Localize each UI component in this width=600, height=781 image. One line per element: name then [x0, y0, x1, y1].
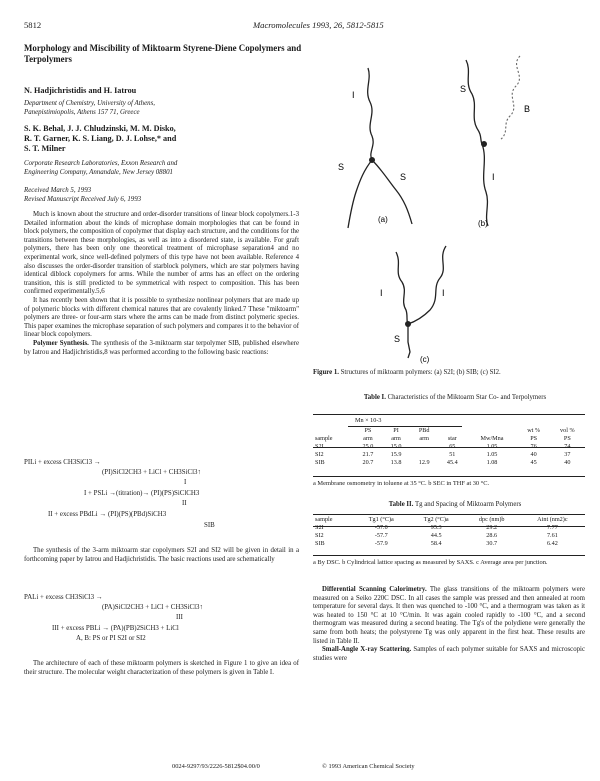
structure-a — [338, 68, 412, 228]
synthesis-text: The synthesis of the 3-miktoarm star terpolymer SIB, published elsewhere by Iatrou and Hadjichristidis,8 was performed according to the following basic reactions: — [24, 339, 299, 356]
table-2-cell: -57.0 — [374, 524, 388, 531]
table-1-title-label: Table I. — [363, 394, 386, 401]
arm-label-i: I — [492, 172, 495, 182]
reaction-3-label: SIB — [204, 522, 215, 529]
table-1-cell: SIB — [315, 459, 325, 466]
table-2-header — [313, 516, 585, 524]
reaction-scheme-2 — [24, 593, 300, 655]
table-1-cell: 65 — [449, 443, 456, 450]
table-2-cell: 44.5 — [430, 532, 442, 539]
paragraph-synthesis — [24, 340, 299, 357]
table-1-header-cell: sample — [315, 435, 333, 442]
table-2-cell: -57.9 — [374, 540, 388, 547]
heading-polymer-synthesis: Polymer Synthesis. — [33, 339, 89, 347]
paragraph-saxs — [313, 646, 585, 663]
table-2-cell: SIB — [315, 540, 325, 547]
table-1-cell: 12.9 — [418, 459, 430, 466]
paragraph-intro-2: It has recently been shown that it is possible to synthesize nonlinear polymers that are made up of polymeric blocks with different chemical natures that are covalently linked.7 These "miktoarm" polymers are three- or four-arm stars where the arms can be made from distinct polymeric species. This paper examines the microphase separation of such polymers and compares it to the behavior of linear block copolymers. — [24, 296, 299, 339]
reaction-5: III + excess PBLi → (PA)(PB)2SiCH3 + LiCl — [52, 625, 179, 632]
reaction-4-right: (PA)SiCl2CH3 + LiCl + CH3SiCl3↑ — [102, 604, 203, 611]
table-1-cell: 20.7 — [362, 459, 374, 466]
arm-s-chain-left — [348, 160, 372, 228]
affiliation-athens-1: Department of Chemistry, University of Athens, — [24, 100, 155, 107]
synthesis-text-2 — [24, 547, 299, 564]
table-1-header-cell: PS — [364, 427, 372, 434]
arm-b-chain — [500, 56, 520, 140]
received-date: Received March 5, 1993 — [24, 187, 92, 194]
structure-label-a: (a) — [378, 215, 388, 224]
table-1-title — [330, 394, 580, 403]
arm-label-b: B — [524, 104, 531, 114]
reaction-1-left: PILi + excess CH3SiCl3 → — [24, 459, 101, 466]
table-1-cell: 25.0 — [362, 443, 374, 450]
table-1-cell: 74 — [564, 443, 571, 450]
table-1-header-cell — [438, 427, 466, 435]
revised-date: Revised Manuscript Received July 6, 1993 — [24, 196, 142, 203]
table-1-header-cell — [466, 427, 517, 435]
table-1-header-cell: vol % — [560, 427, 575, 434]
table-1-cell: 51 — [449, 451, 456, 458]
arm-label-i: I — [442, 288, 445, 298]
junction-point — [405, 321, 411, 327]
table-2-footnote: a By DSC. b Cylindrical lattice spacing as measured by SAXS. c Average area per junction. — [313, 559, 548, 566]
table-1-cell: 40 — [564, 459, 571, 466]
table-1-cell: 1.05 — [486, 443, 498, 450]
arm-s-chain — [408, 324, 410, 358]
arm-i-chain — [368, 68, 373, 160]
arm-label-s: S — [400, 172, 407, 182]
intro-text — [24, 211, 299, 357]
footer-copyright: © 1993 American Chemical Society — [322, 763, 415, 770]
figure-1-caption-text: Structures of miktoarm polymers: (a) S2I; (b) SIB; (c) SI2. — [338, 369, 501, 376]
table-1-header-cell: star — [447, 435, 457, 442]
table-1-cell: SI2 — [315, 451, 324, 458]
table-2-cell: S2I — [315, 524, 324, 531]
table-1-header-cell: PS — [563, 435, 571, 442]
paragraph-architecture: The architecture of each of these miktoarm polymers is sketched in Figure 1 to give an idea of their structure. The molecular weight characterization of these polymers is given in Table I. — [24, 660, 299, 676]
table-2-title — [330, 501, 580, 510]
arm-i-chain — [482, 144, 488, 226]
table-1-header-cell: Mw/Mna — [480, 435, 504, 442]
table-2-header-cell: Aint (nm2)c — [537, 516, 568, 523]
table-2-title-label: Table II. — [388, 501, 414, 508]
table-1-cell: 15.9 — [390, 451, 402, 458]
table-2-header-cell: Tg1 (°C)a — [368, 516, 394, 523]
table-2-cell: -57.7 — [374, 532, 388, 539]
structure-label-c: (c) — [420, 355, 430, 364]
table-1-row — [313, 451, 585, 459]
table-1-cell: 1.05 — [486, 451, 498, 458]
arm-label-i: I — [380, 288, 383, 298]
reaction-2-label: II — [182, 500, 187, 507]
paragraph-synthesis-2: The synthesis of the 3-arm miktoarm star copolymers S2I and SI2 will be given in detail in a forthcoming paper by Iatrou and Hadjichristidis. The basic reactions used are schematically — [24, 547, 299, 563]
table-1-footnote: a Membrane osmometry in toluene at 35 °C. b SEC in THF at 30 °C. — [313, 480, 490, 487]
junction-point — [481, 141, 487, 147]
table-2-cell: 7.61 — [546, 532, 558, 539]
table-1-header-cell: arm — [391, 435, 401, 442]
arm-i-chain-left — [396, 252, 408, 324]
table-1-header-bottom — [313, 435, 585, 443]
structure-b — [460, 56, 530, 228]
arm-i-chain-right — [408, 246, 446, 324]
table-2-title-text: Tg and Spacing of Miktoarm Polymers — [413, 501, 522, 508]
structure-c — [380, 246, 446, 364]
table-1-header-cell: wt % — [527, 427, 541, 434]
reaction-3: II + excess PBdLi → (PI)(PS)(PBd)SiCH3 — [48, 511, 167, 518]
paragraph-dsc — [313, 586, 585, 646]
table-2-cell: 28.6 — [486, 532, 498, 539]
dsc-text-body: The glass transitions of the miktoarm polymers were measured on a Seiko 220C DSC. In all cases the sample was pressed and then annealed at room temperature for several days. It then was quenched to -100 °C, and a thermogram was taken as it was heated to 150 °C at 10 °C/min. It was again cooled rapidly to -100 °C, and a second thermogram was measured during a second heating. The Tg's of the polydiene were generally the same from both heats; the polystyrene Tg was only apparent in the first heat. These results are listed in Table II. — [313, 586, 585, 645]
affiliation-exxon-1: Corporate Research Laboratories, Exxon Research and — [24, 160, 178, 167]
heading-saxs: Small-Angle X-ray Scattering. — [322, 646, 412, 654]
table-1-cell: 13.8 — [390, 459, 402, 466]
table-1-cell: 21.7 — [362, 451, 374, 458]
table-1-header-cell: PS — [530, 435, 538, 442]
junction-point — [369, 157, 375, 163]
table-2-row — [313, 532, 585, 540]
article-title: Morphology and Miscibility of Miktoarm Styrene-Diene Copolymers and Terpolymers — [24, 43, 302, 64]
table-1-header-top — [313, 427, 585, 435]
table-2-row — [313, 540, 585, 548]
paragraph-intro-1: Much is known about the structure and order-disorder transitions of linear block copolymers.1-3 Detailed information about the kinds of microphase domain morphologies that can be found in block polymers, the composition of copolymer that display each structure, and the conditions for the transitions between these morphologies, as well as into a disordered state, is available. For graft polymers, there has been only one theoretical treatment of microphase separation4 and no experimental work, since well-defined polymers of this type have not been available. Reference 4 also discusses the order-disorder transition of starblock polymers, which are star polymers having identical diblock copolymers for arms. While the number of arms has an effect on the ordering transition, this is still predicted to be symmetrical with respect to composition. This has been confirmed experimentally.5,6 — [24, 211, 299, 296]
table-2-cell: 95.3 — [430, 524, 442, 531]
page-number: 5812 — [24, 20, 42, 30]
figure-1-caption — [313, 369, 583, 378]
figure-1 — [310, 20, 590, 365]
table-1-header-cell: PI — [393, 427, 399, 434]
authors-exxon-2: R. T. Garner, K. S. Liang, D. J. Lohse,* and — [24, 134, 177, 143]
affiliation-athens-2: Panepistimiopolis, Athens 157 71, Greece — [24, 109, 140, 116]
table-1-header-cell: PBd — [418, 427, 430, 434]
table-1-cell: S2I — [315, 443, 324, 450]
table-2-cell: SI2 — [315, 532, 324, 539]
reaction-1-right: (PI)SiCl2CH3 + LiCl + CH3SiCl3↑ — [102, 469, 201, 476]
figure-1-caption-label: Figure 1. — [313, 369, 339, 376]
authors-athens: N. Hadjichristidis and H. Iatrou — [24, 86, 137, 95]
table-2-header-cell: dpc (nm)b — [478, 516, 505, 523]
arm-s-chain — [466, 60, 482, 144]
table-1-header-cell: arm — [419, 435, 429, 442]
reaction-4-left: PALi + excess CH3SiCl3 → — [24, 594, 103, 601]
table-2 — [313, 516, 585, 548]
reaction-4-label: III — [176, 614, 183, 621]
table-2-cell: 30.7 — [486, 540, 498, 547]
authors-exxon-1: S. K. Behal, J. J. Chludzinski, M. M. Disko, — [24, 124, 176, 133]
table-2-cell: 29.2 — [486, 524, 498, 531]
table-1-header-cell: arm — [363, 435, 373, 442]
table-2-cell: 58.4 — [430, 540, 442, 547]
heading-dsc: Differential Scanning Calorimetry. — [322, 586, 427, 593]
table-1-cell: 45.4 — [446, 459, 458, 466]
table-1-row — [313, 459, 585, 467]
table-1-header-cell — [313, 427, 354, 435]
footer-code: 0024-9297/93/2226-5812$04.00/0 — [172, 763, 260, 770]
arm-label-s: S — [460, 84, 467, 94]
authors-exxon-3: S. T. Milner — [24, 144, 66, 153]
table-1-title-text: Characteristics of the Miktoarm Star Co- and Terpolymers — [385, 394, 547, 401]
table-1-cell: 15.0 — [390, 443, 402, 450]
dsc-text — [313, 586, 585, 663]
saxs-text-body: Samples of each polymer suitable for SAXS and microscopic studies were — [313, 646, 585, 662]
arm-label-i: I — [352, 90, 355, 100]
table-1-cell — [410, 451, 438, 459]
reaction-5-labels: A, B: PS or PI S2I or SI2 — [76, 635, 146, 642]
arm-label-s: S — [394, 334, 401, 344]
table-2-header-cell: Tg2 (°C)a — [423, 516, 449, 523]
affiliation-exxon-2: Engineering Company, Annandale, New Jersey 08801 — [24, 169, 173, 176]
table-1-cell: 76 — [530, 443, 537, 450]
table-2-cell: 6.42 — [546, 540, 558, 547]
architecture-text — [24, 660, 299, 677]
table-1-cell: 40 — [530, 451, 537, 458]
arm-label-s: S — [338, 162, 345, 172]
reaction-2: I + PSLi →(titration)→ (PI)(PS)SiClCH3 — [84, 490, 200, 497]
reaction-scheme-1 — [24, 458, 300, 538]
reaction-1-label: I — [184, 479, 187, 486]
table-2-cell: 7.77 — [546, 524, 558, 531]
structure-label-b: (b) — [478, 219, 488, 228]
running-header: Macromolecules 1993, 26, 5812-5815 — [253, 20, 384, 30]
table-1-cell: 45 — [530, 459, 537, 466]
table-1-group-header: Mn × 10-3 — [355, 417, 382, 424]
table-1-cell: 1.08 — [486, 459, 498, 466]
table-1-cell: 37 — [564, 451, 571, 458]
table-2-header-cell: sample — [315, 516, 333, 523]
